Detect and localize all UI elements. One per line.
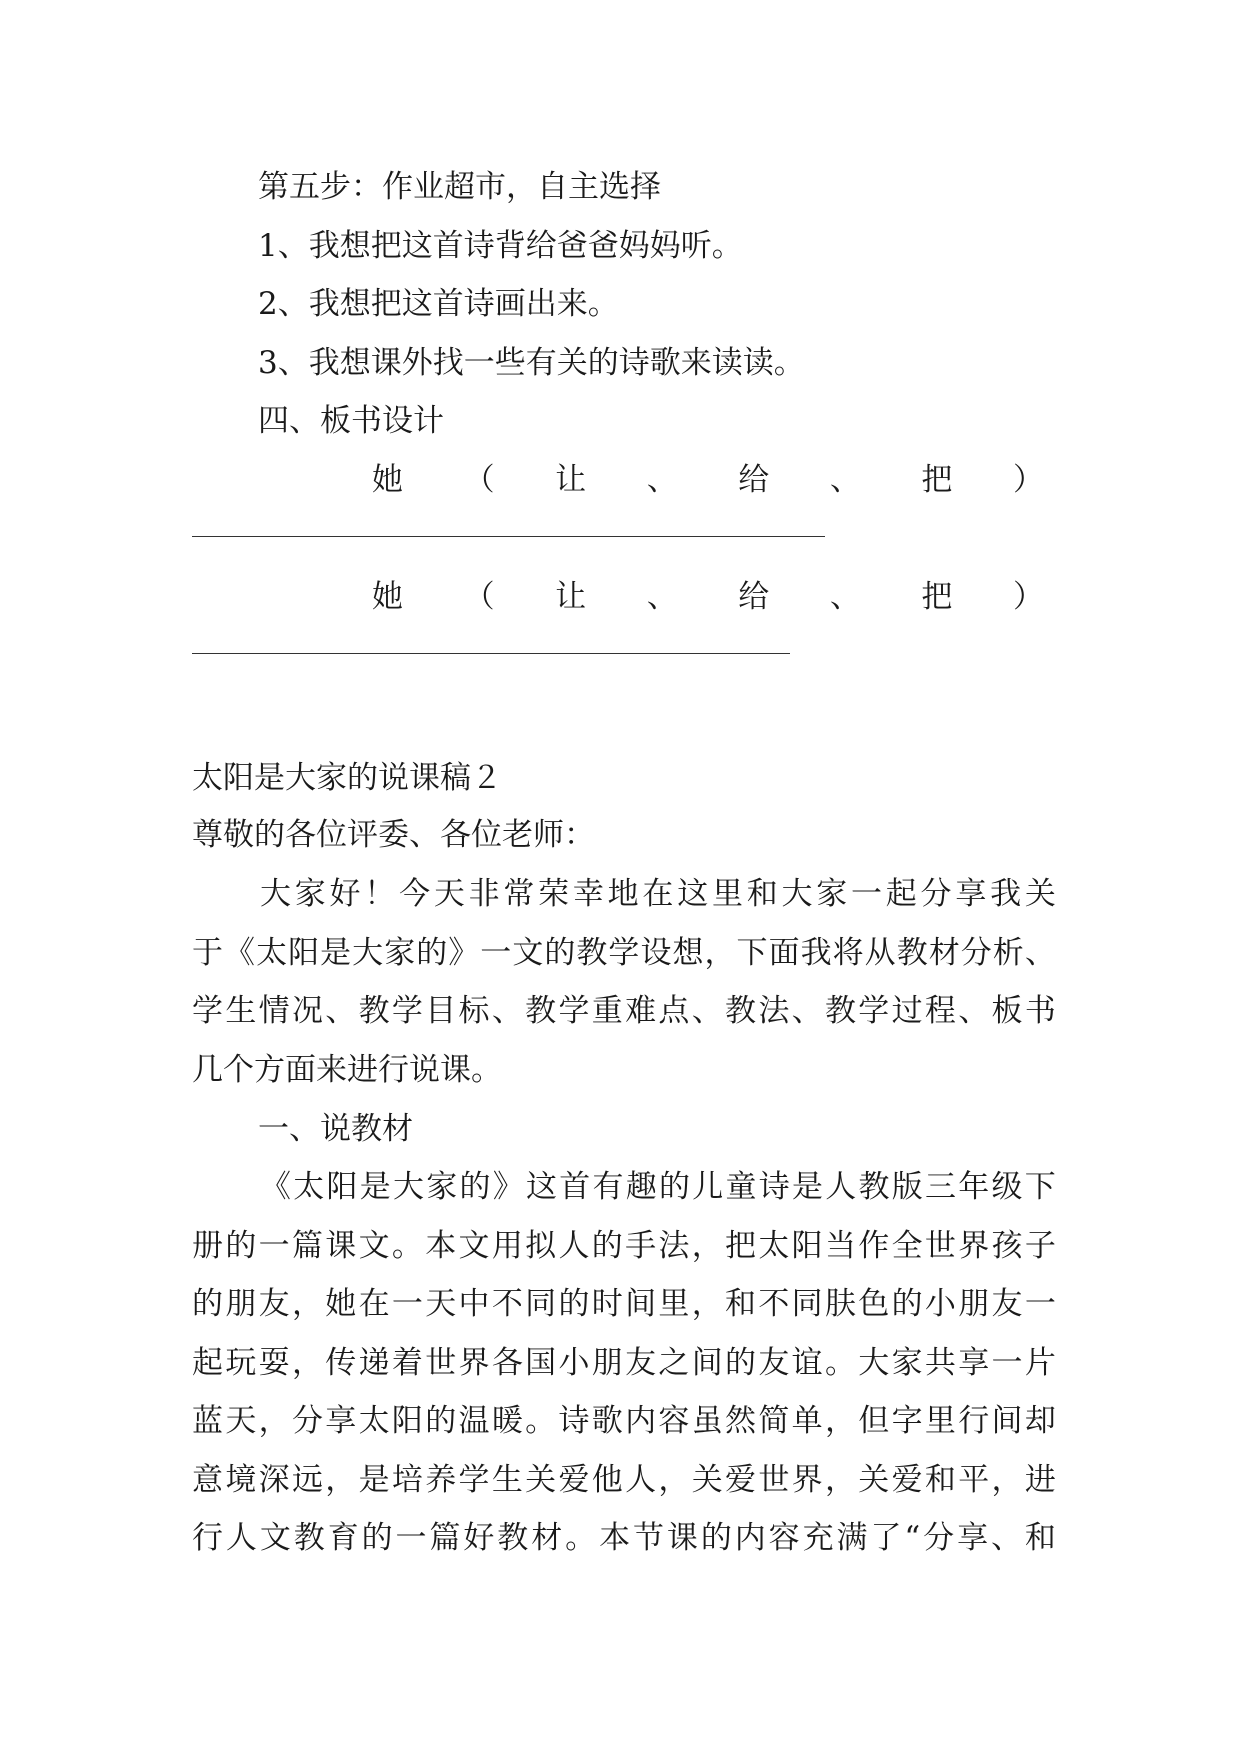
board-char: 她 bbox=[372, 462, 403, 498]
paragraph-1-line-4: 几个方面来进行说课。 bbox=[192, 1052, 502, 1088]
board-design-heading: 四、板书设计 bbox=[258, 403, 444, 439]
section-heading-textbook: 一、说教材 bbox=[258, 1111, 413, 1147]
board-char: 、 bbox=[829, 462, 861, 498]
board-char: 把 bbox=[921, 462, 953, 498]
paragraph-2-line-4: 起 玩 耍 ， 传 递 着 世 界 各 国 小 朋 友 之 间 的 友 谊 。 大 家 共 享 一 片 bbox=[192, 1345, 1056, 1381]
board-char: ） bbox=[1012, 579, 1044, 615]
paragraph-2-line-7: 行 人 文 教 育 的 一 篇 好 教 材 。 本 节 课 的 内 容 充 满 了 “ 分 享 、 和 bbox=[192, 1520, 1056, 1556]
board-char: （ bbox=[463, 579, 495, 615]
step5-line: 第五步：作业超市，自主选择 bbox=[258, 169, 661, 205]
paragraph-2-line-2: 册 的 一 篇 课 文 。 本 文 用 拟 人 的 手 法 ， 把 太 阳 当 作 全 世 界 孩 子 bbox=[192, 1228, 1056, 1264]
paragraph-2-line-3: 的 朋 友 ， 她 在 一 天 中 不 同 的 时 间 里 ， 和 不 同 肤 色 的 小 朋 友 一 bbox=[192, 1286, 1056, 1322]
board-char: 给 bbox=[738, 462, 770, 498]
paragraph-1-line-1: 大 家 好 ！ 今 天 非 常 荣 幸 地 在 这 里 和 大 家 一 起 分 享 我 关 bbox=[260, 876, 1056, 912]
list-item-3: 3、我想课外找一些有关的诗歌来读读。 bbox=[258, 345, 805, 381]
board-underline-1 bbox=[192, 536, 825, 537]
board-char: 她 bbox=[372, 579, 403, 615]
board-char: 给 bbox=[738, 579, 770, 615]
paragraph-2-line-5: 蓝 天 ， 分 享 太 阳 的 温 暖 。 诗 歌 内 容 虽 然 简 单 ， 但 字 里 行 间 却 bbox=[192, 1403, 1056, 1439]
paragraph-1-line-2: 于 《 太 阳 是 大 家 的 》 一 文 的 教 学 设 想 ， 下 面 我 将 从 教 材 分 析 、 bbox=[192, 935, 1056, 971]
board-char: （ bbox=[463, 462, 495, 498]
paragraph-2-line-6: 意 境 深 远 ， 是 培 养 学 生 关 爱 他 人 ， 关 爱 世 界 ， 关 爱 和 平 ， 进 bbox=[192, 1462, 1056, 1498]
board-char: 把 bbox=[921, 579, 953, 615]
list-item-1: 1、我想把这首诗背给爸爸妈妈听。 bbox=[258, 228, 743, 264]
greeting: 尊敬的各位评委、各位老师： bbox=[192, 817, 595, 853]
board-char: 让 bbox=[555, 462, 587, 498]
board-underline-2 bbox=[192, 653, 790, 654]
board-char: ） bbox=[1012, 462, 1044, 498]
board-char: 、 bbox=[646, 462, 678, 498]
board-row-2 bbox=[372, 577, 1044, 617]
board-char: 、 bbox=[829, 579, 861, 615]
list-item-2: 2、我想把这首诗画出来。 bbox=[258, 286, 619, 322]
board-char: 让 bbox=[555, 579, 587, 615]
document-title: 太阳是大家的说课稿２ bbox=[192, 760, 502, 796]
paragraph-2-line-1: 《 太 阳 是 大 家 的 》 这 首 有 趣 的 儿 童 诗 是 人 教 版 三 年 级 下 bbox=[260, 1169, 1056, 1205]
paragraph-1-line-3: 学 生 情 况 、 教 学 目 标 、 教 学 重 难 点 、 教 法 、 教 学 过 程 、 板 书 bbox=[192, 993, 1056, 1029]
board-row-1 bbox=[372, 460, 1044, 500]
board-char: 、 bbox=[646, 579, 678, 615]
